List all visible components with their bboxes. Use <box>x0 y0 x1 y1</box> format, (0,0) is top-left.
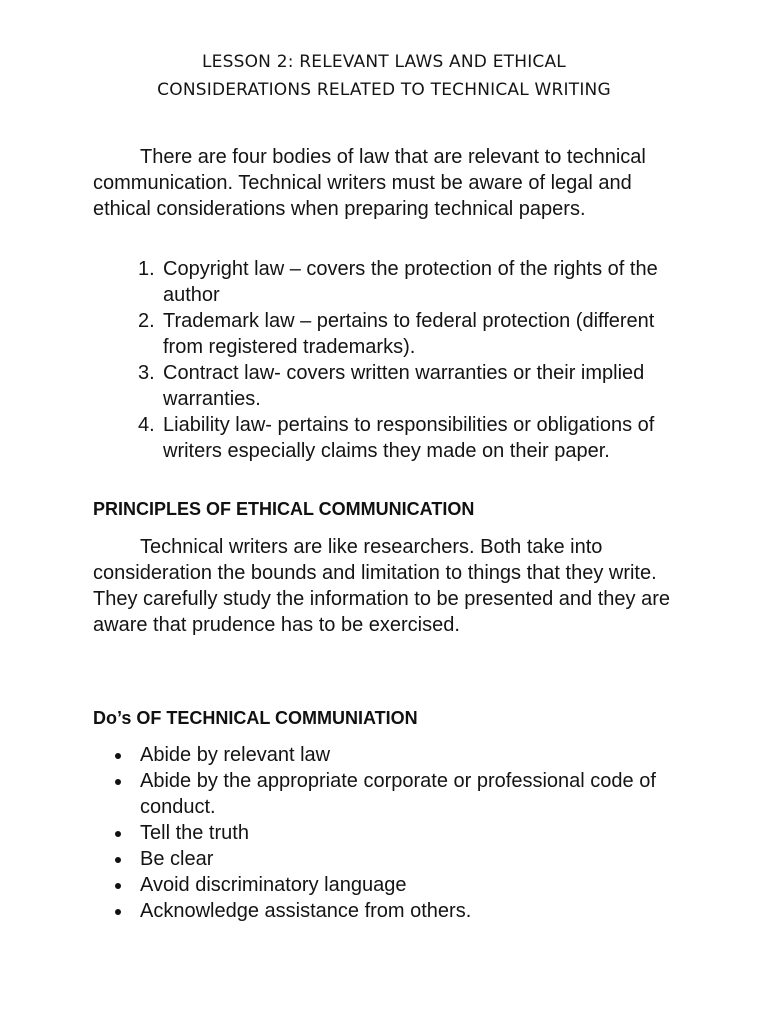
list-item-text: Copyright law – covers the protection of the rights of the author <box>163 258 658 306</box>
list-item-text: Abide by the appropriate corporate or professional code of conduct. <box>140 770 656 818</box>
lesson-title-line-1: LESSON 2: RELEVANT LAWS AND ETHICAL <box>202 52 566 72</box>
list-item-text: Tell the truth <box>140 822 249 844</box>
lesson-title-line-2: CONSIDERATIONS RELATED TO TECHNICAL WRITING <box>157 80 611 100</box>
intro-paragraph <box>93 144 693 222</box>
list-item <box>93 898 693 924</box>
list-item <box>93 412 693 464</box>
list-item-text: Contract law- covers written warranties or their implied warranties. <box>163 362 645 410</box>
bullet-icon <box>115 779 121 785</box>
dos-list <box>93 742 693 924</box>
list-item <box>93 846 693 872</box>
list-item <box>93 872 693 898</box>
list-item <box>93 820 693 846</box>
list-item <box>93 360 693 412</box>
list-item-text: Acknowledge assistance from others. <box>140 900 472 922</box>
list-item <box>93 742 693 768</box>
list-item-text: Be clear <box>140 848 214 870</box>
list-item-text: Liability law- pertains to responsibilities or obligations of writers especially claims they made on their paper. <box>163 414 655 462</box>
intro-paragraph-text: There are four bodies of law that are relevant to technical communication. Technical writers must be aware of legal and ethical considerations when preparing technical papers. <box>93 146 646 220</box>
principles-heading: PRINCIPLES OF ETHICAL COMMUNICATION <box>93 499 475 519</box>
dos-heading: Do’s OF TECHNICAL COMMUNIATION <box>93 708 418 728</box>
bullet-icon <box>115 883 121 889</box>
list-item-text: Trademark law – pertains to federal protection (different from registered trademarks). <box>163 310 655 358</box>
laws-list <box>93 256 693 464</box>
bullet-icon <box>115 831 121 837</box>
list-item <box>93 768 693 820</box>
bullet-icon <box>115 857 121 863</box>
list-item-number: 1. <box>138 258 155 280</box>
list-item-text: Abide by relevant law <box>140 744 331 766</box>
list-item-number: 3. <box>138 362 155 384</box>
principles-paragraph-text: Technical writers are like researchers. Both take into consideration the bounds and limitation to things that they write. They carefully study the information to be presented and they are aware that prudence has to be exercised. <box>93 536 671 636</box>
list-item <box>93 308 693 360</box>
list-item-number: 4. <box>138 414 155 436</box>
list-item-text: Avoid discriminatory language <box>140 874 407 896</box>
list-item <box>93 256 693 308</box>
principles-paragraph <box>93 534 693 638</box>
bullet-icon <box>115 909 121 915</box>
bullet-icon <box>115 753 121 759</box>
list-item-number: 2. <box>138 310 155 332</box>
